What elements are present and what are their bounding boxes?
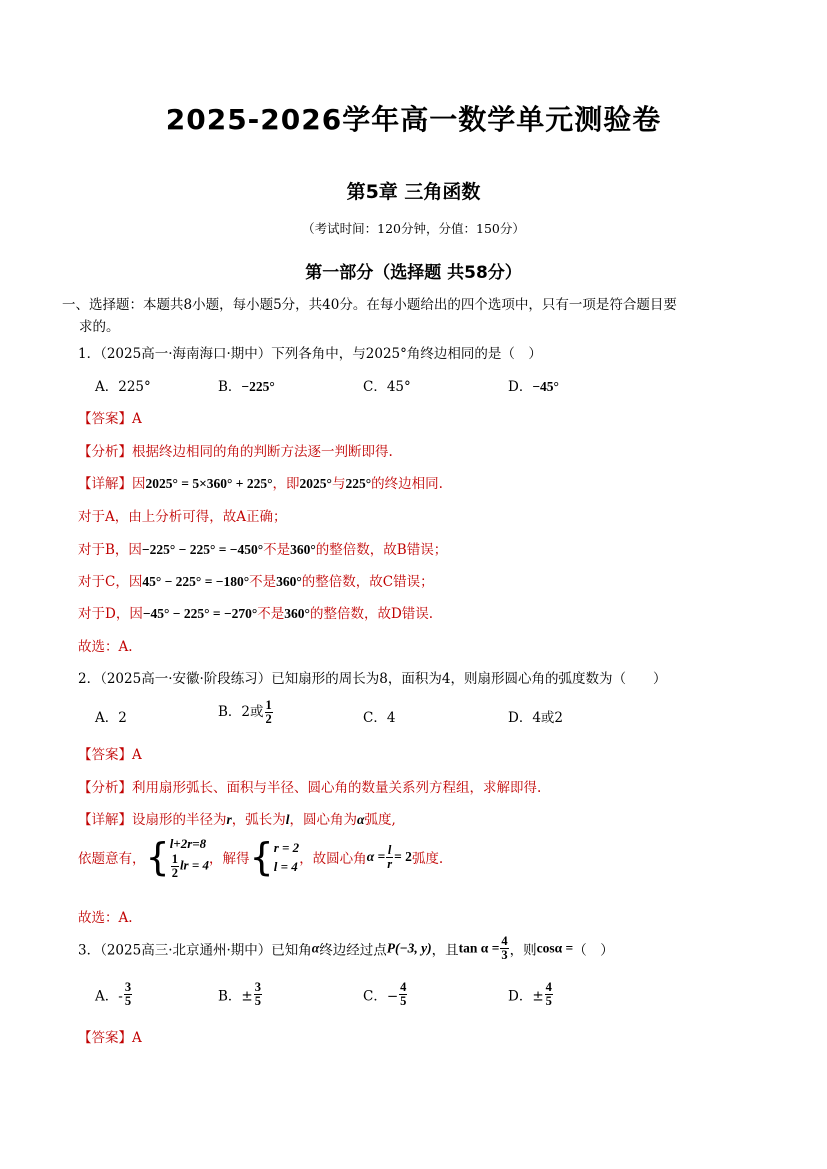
q1-line-c: 对于C，因45° − 225° = −180°不是360°的整倍数，故C错误； [78, 574, 434, 590]
q1-detail: 【详解】因2025° = 5×360° + 225°，即2025°与225°的终边相同. [78, 476, 443, 492]
q2-system: 依题意有，{ l+2r=8 $\frac{1}{2}$ lr = 4 ，解得{ r = 2 l = 4 ，故圆心角α = $\frac{l}{r}$ = 2弧度. [78, 835, 444, 880]
q3-stem: 3．（2025高三·北京通州·期中）已知角α终边经过点P(−3, y)，且tan α = $\frac{4}{3}$ ，则cosα =（ ） [78, 934, 614, 962]
q1-stem: 1．（2025高一·海南海口·期中）下列各角中，与2025°角终边相同的是（ ） [78, 346, 542, 362]
part-title: 第一部分（选择题 共58分） [305, 263, 522, 283]
q2-option-b: B．2或 $\frac{1}{2}$ [218, 698, 272, 726]
q1-line-d: 对于D，因−45° − 225° = −270°不是360°的整倍数，故D错误. [78, 606, 434, 622]
q1-option-c: C．45° [363, 379, 411, 395]
q1-option-b: B．−225° [218, 379, 275, 395]
section-heading-line2: 求的。 [79, 319, 120, 335]
q1-conclusion: 故选：A. [78, 639, 133, 655]
q3-option-c: C．− $\frac{4}{5}$ [363, 980, 407, 1008]
chapter-title: 第5章 三角函数 [346, 181, 481, 203]
q2-analysis: 【分析】利用扇形弧长、面积与半径、圆心角的数量关系列方程组，求解即得. [78, 780, 542, 796]
q2-stem: 2．（2025高一·安徽·阶段练习）已知扇形的周长为8，面积为4，则扇形圆心角的弧度数为（ ） [78, 671, 667, 687]
q2-detail: 【详解】设扇形的半径为r，弧长为l，圆心角为α弧度, [78, 812, 396, 828]
q1-analysis: 【分析】根据终边相同的角的判断方法逐一判断即得. [78, 444, 393, 460]
q2-option-a: A．2 [95, 710, 127, 726]
section-heading-line1: 一、选择题：本题共8小题，每小题5分，共40分。在每小题给出的四个选项中，只有一项是符合题目要 [62, 297, 677, 313]
q1-line-b: 对于B，因−225° − 225° = −450°不是360°的整倍数，故B错误； [78, 542, 448, 558]
q3-option-b: B．± $\frac{3}{5}$ [218, 980, 261, 1008]
q2-conclusion: 故选：A. [78, 910, 133, 926]
q3-option-d: D．± $\frac{4}{5}$ [508, 980, 552, 1008]
q1-option-a: A．225° [95, 379, 151, 395]
q3-answer: 【答案】A [78, 1030, 142, 1046]
document-title: 2025-2026学年高一数学单元测验卷 [165, 103, 662, 136]
q2-option-c: C．4 [363, 710, 396, 726]
q1-answer: 【答案】A [78, 411, 142, 427]
q2-answer: 【答案】A [78, 747, 142, 763]
q1-option-d: D．−45° [508, 379, 559, 395]
q1-line-a: 对于A，由上分析可得，故A正确； [78, 509, 287, 525]
q3-option-a: A．- $\frac{3}{5}$ [95, 980, 132, 1008]
q2-option-d: D．4或2 [508, 710, 564, 726]
exam-info: （考试时间：120分钟，分值：150分） [302, 221, 525, 236]
